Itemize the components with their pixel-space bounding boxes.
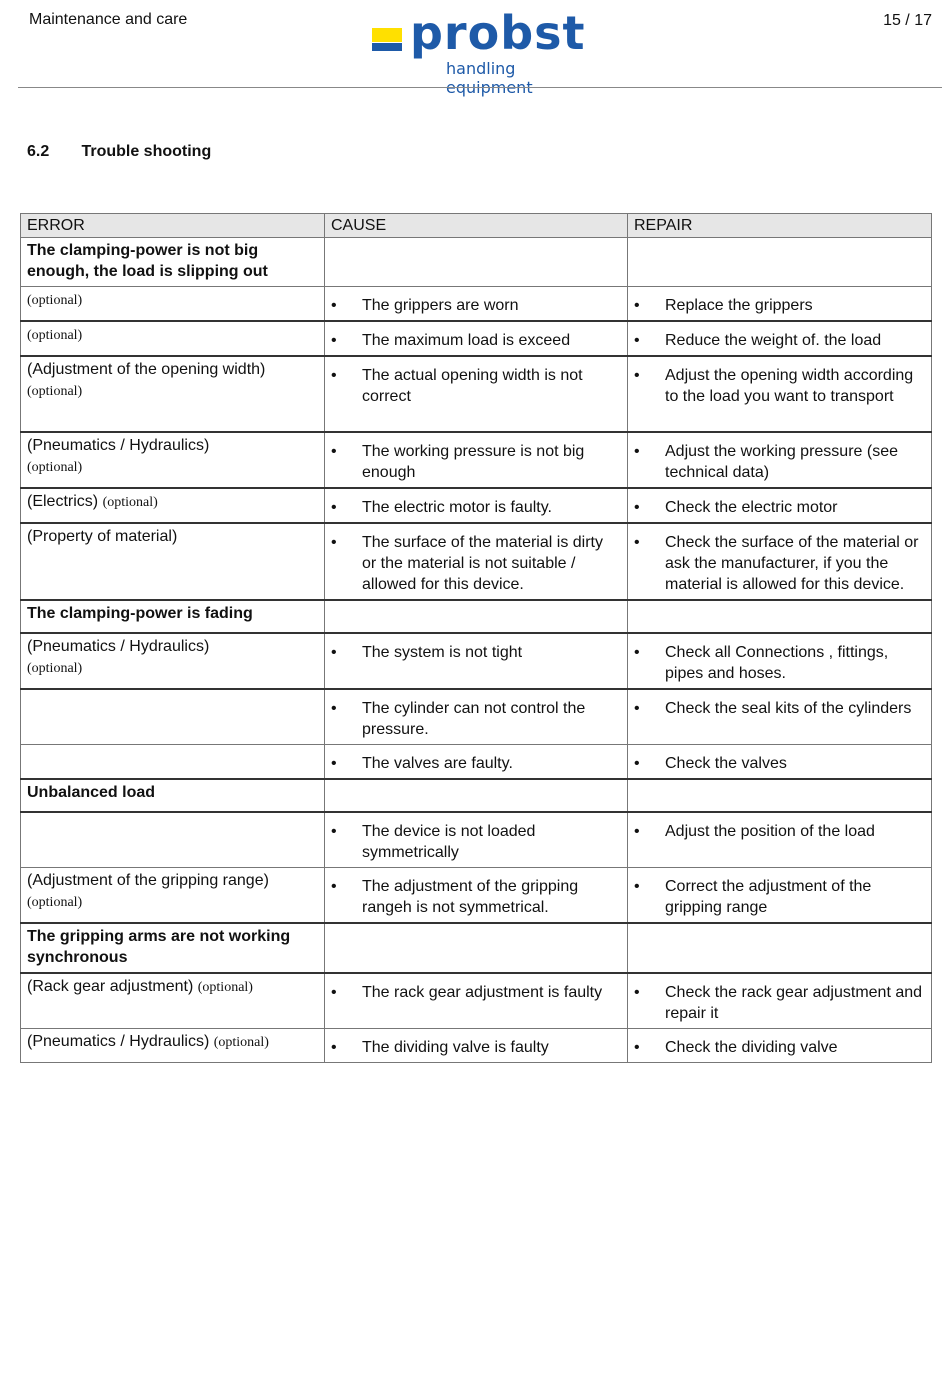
repair-bullet-item xyxy=(634,747,925,774)
repair-cell xyxy=(628,356,932,432)
cause-bullet-item xyxy=(331,815,621,863)
error-text: (Rack gear adjustment) xyxy=(27,978,194,995)
error-cell xyxy=(21,973,325,1029)
bullet-icon: • xyxy=(331,332,337,349)
bullet-icon: • xyxy=(634,700,640,717)
bullet-icon: • xyxy=(331,878,337,895)
section-heading xyxy=(27,143,211,161)
cause-text: The dividing valve is faulty xyxy=(362,1039,549,1056)
table-body xyxy=(21,238,932,1063)
repair-bullet-item xyxy=(634,636,925,684)
section-title: Trouble shooting xyxy=(81,143,212,160)
error-cell xyxy=(21,287,325,322)
repair-text: Adjust the position of the load xyxy=(665,823,875,840)
cause-cell xyxy=(325,488,628,523)
repair-cell xyxy=(628,689,932,745)
error-text: Unbalanced load xyxy=(27,784,156,801)
repair-text: Check all Connections , fittings, pipes and hoses. xyxy=(665,644,889,682)
cause-cell xyxy=(325,1029,628,1063)
error-cell xyxy=(21,923,325,973)
repair-cell xyxy=(628,812,932,868)
bullet-icon: • xyxy=(331,367,337,384)
error-cell xyxy=(21,600,325,633)
error-text: (Property of material) xyxy=(27,528,178,545)
error-cell xyxy=(21,868,325,924)
repair-bullet-item xyxy=(634,289,925,316)
cause-cell xyxy=(325,432,628,488)
bullet-icon: • xyxy=(634,823,640,840)
cause-bullet-item xyxy=(331,526,621,595)
table-row xyxy=(21,287,932,322)
repair-cell xyxy=(628,633,932,689)
cause-cell xyxy=(325,523,628,600)
cause-cell xyxy=(325,600,628,633)
repair-cell xyxy=(628,1029,932,1063)
table-row xyxy=(21,689,932,745)
table-row xyxy=(21,1029,932,1063)
table-row xyxy=(21,238,932,287)
bullet-icon: • xyxy=(634,984,640,1001)
repair-text: Check the valves xyxy=(665,755,787,772)
logo-subtitle: handling equipment xyxy=(446,59,533,97)
bullet-icon: • xyxy=(634,367,640,384)
bullet-icon: • xyxy=(331,1039,337,1056)
repair-cell xyxy=(628,745,932,780)
table-row xyxy=(21,923,932,973)
cause-bullet-item xyxy=(331,289,621,316)
cause-bullet-item xyxy=(331,435,621,483)
repair-cell xyxy=(628,779,932,812)
cause-cell xyxy=(325,321,628,356)
repair-text: Check the rack gear adjustment and repair it xyxy=(665,984,923,1022)
repair-bullet-item xyxy=(634,815,925,842)
repair-cell xyxy=(628,488,932,523)
optional-note: (optional) xyxy=(213,1035,269,1050)
header-error: ERROR xyxy=(21,214,325,238)
table-header-row xyxy=(21,214,932,238)
cause-text: The adjustment of the gripping rangeh is not symmetrical. xyxy=(362,878,579,916)
table-row xyxy=(21,745,932,780)
cause-text: The maximum load is exceed xyxy=(362,332,571,349)
optional-note: (optional) xyxy=(27,895,83,910)
optional-note: (optional) xyxy=(27,460,83,475)
repair-bullet-item xyxy=(634,1031,925,1058)
table-row xyxy=(21,432,932,488)
repair-cell xyxy=(628,238,932,287)
error-cell xyxy=(21,689,325,745)
probst-logo xyxy=(372,6,598,97)
cause-bullet-item xyxy=(331,870,621,918)
cause-cell xyxy=(325,812,628,868)
optional-note: (optional) xyxy=(197,980,253,995)
logo-wordmark: probst xyxy=(410,6,586,60)
cause-bullet-item xyxy=(331,491,621,518)
cause-cell xyxy=(325,287,628,322)
error-text: (Pneumatics / Hydraulics) xyxy=(27,638,210,655)
cause-cell xyxy=(325,779,628,812)
bullet-icon: • xyxy=(634,644,640,661)
error-text: (Adjustment of the gripping range) xyxy=(27,872,269,889)
bullet-icon: • xyxy=(634,534,640,551)
section-number: 6.2 xyxy=(27,143,50,160)
repair-text: Check the seal kits of the cylinders xyxy=(665,700,912,717)
bullet-icon: • xyxy=(331,823,337,840)
table-row xyxy=(21,356,932,432)
repair-text: Reduce the weight of. the load xyxy=(665,332,882,349)
repair-text: Correct the adjustment of the gripping range xyxy=(665,878,872,916)
repair-text: Replace the grippers xyxy=(665,297,813,314)
error-cell xyxy=(21,745,325,780)
bullet-icon: • xyxy=(634,499,640,516)
bullet-icon: • xyxy=(634,332,640,349)
cause-cell xyxy=(325,868,628,924)
repair-text: Check the electric motor xyxy=(665,499,838,516)
table-row xyxy=(21,633,932,689)
bullet-icon: • xyxy=(331,499,337,516)
error-cell xyxy=(21,633,325,689)
error-text: (Electrics) xyxy=(27,493,99,510)
repair-text: Adjust the working pressure (see technical data) xyxy=(665,443,898,481)
error-text: The clamping-power is fading xyxy=(27,605,253,622)
error-cell xyxy=(21,356,325,432)
optional-note: (optional) xyxy=(27,384,83,399)
repair-cell xyxy=(628,868,932,924)
error-text: (Adjustment of the opening width) xyxy=(27,361,266,378)
error-text: The gripping arms are not working synchronous xyxy=(27,928,291,966)
cause-text: The surface of the material is dirty or the material is not suitable / allowed for this device. xyxy=(362,534,603,593)
bullet-icon: • xyxy=(331,534,337,551)
table-row xyxy=(21,868,932,924)
cause-text: The cylinder can not control the pressure. xyxy=(362,700,586,738)
cause-cell xyxy=(325,923,628,973)
header-divider xyxy=(18,87,942,88)
cause-text: The grippers are worn xyxy=(362,297,519,314)
error-text: (Pneumatics / Hydraulics) xyxy=(27,437,210,454)
cause-text: The valves are faulty. xyxy=(362,755,513,772)
logo-mark-icon xyxy=(372,28,402,50)
cause-bullet-item xyxy=(331,747,621,774)
repair-text: Adjust the opening width according to the load you want to transport xyxy=(665,367,914,405)
error-cell xyxy=(21,812,325,868)
cause-cell xyxy=(325,356,628,432)
repair-bullet-item xyxy=(634,870,925,918)
table-row xyxy=(21,779,932,812)
cause-bullet-item xyxy=(331,324,621,351)
bullet-icon: • xyxy=(331,644,337,661)
table-row xyxy=(21,600,932,633)
cause-text: The working pressure is not big enough xyxy=(362,443,585,481)
optional-note: (optional) xyxy=(102,495,158,510)
repair-bullet-item xyxy=(634,359,925,407)
header-repair: REPAIR xyxy=(628,214,932,238)
cause-cell xyxy=(325,973,628,1029)
troubleshooting-table xyxy=(20,213,932,1063)
bullet-icon: • xyxy=(331,984,337,1001)
bullet-icon: • xyxy=(634,443,640,460)
cause-bullet-item xyxy=(331,692,621,740)
cause-bullet-item xyxy=(331,976,621,1003)
page-number: 15 / 17 xyxy=(883,12,932,29)
table-row xyxy=(21,321,932,356)
optional-note: (optional) xyxy=(27,293,83,308)
repair-cell xyxy=(628,600,932,633)
cause-cell xyxy=(325,633,628,689)
repair-bullet-item xyxy=(634,976,925,1024)
repair-cell xyxy=(628,923,932,973)
bullet-icon: • xyxy=(331,297,337,314)
error-text: (Pneumatics / Hydraulics) xyxy=(27,1033,210,1050)
error-cell xyxy=(21,432,325,488)
repair-cell xyxy=(628,973,932,1029)
error-cell xyxy=(21,1029,325,1063)
cause-text: The system is not tight xyxy=(362,644,523,661)
bullet-icon: • xyxy=(634,297,640,314)
repair-cell xyxy=(628,287,932,322)
table-row xyxy=(21,488,932,523)
bullet-icon: • xyxy=(634,1039,640,1056)
repair-bullet-item xyxy=(634,324,925,351)
optional-note: (optional) xyxy=(27,661,83,676)
cause-bullet-item xyxy=(331,359,621,407)
table-row xyxy=(21,973,932,1029)
repair-bullet-item xyxy=(634,692,925,719)
bullet-icon: • xyxy=(634,878,640,895)
error-cell xyxy=(21,321,325,356)
cause-text: The rack gear adjustment is faulty xyxy=(362,984,603,1001)
cause-bullet-item xyxy=(331,1031,621,1058)
repair-cell xyxy=(628,321,932,356)
bullet-icon: • xyxy=(331,443,337,460)
repair-bullet-item xyxy=(634,435,925,483)
repair-cell xyxy=(628,523,932,600)
repair-bullet-item xyxy=(634,491,925,518)
cause-text: The device is not loaded symmetrically xyxy=(362,823,536,861)
bullet-icon: • xyxy=(634,755,640,772)
header-title: Maintenance and care xyxy=(29,11,188,28)
error-text: The clamping-power is not big enough, the load is slipping out xyxy=(27,242,268,280)
cause-cell xyxy=(325,745,628,780)
cause-text: The electric motor is faulty. xyxy=(362,499,552,516)
header-cause: CAUSE xyxy=(325,214,628,238)
optional-note: (optional) xyxy=(27,328,83,343)
table-row xyxy=(21,523,932,600)
repair-text: Check the dividing valve xyxy=(665,1039,838,1056)
repair-text: Check the surface of the material or ask the manufacturer, if you the material is allowed for this device. xyxy=(665,534,919,593)
error-cell xyxy=(21,523,325,600)
cause-cell xyxy=(325,238,628,287)
cause-cell xyxy=(325,689,628,745)
cause-bullet-item xyxy=(331,636,621,663)
error-cell xyxy=(21,488,325,523)
repair-cell xyxy=(628,432,932,488)
cause-text: The actual opening width is not correct xyxy=(362,367,583,405)
error-cell xyxy=(21,779,325,812)
bullet-icon: • xyxy=(331,755,337,772)
error-cell xyxy=(21,238,325,287)
table-row xyxy=(21,812,932,868)
repair-bullet-item xyxy=(634,526,925,595)
bullet-icon: • xyxy=(331,700,337,717)
